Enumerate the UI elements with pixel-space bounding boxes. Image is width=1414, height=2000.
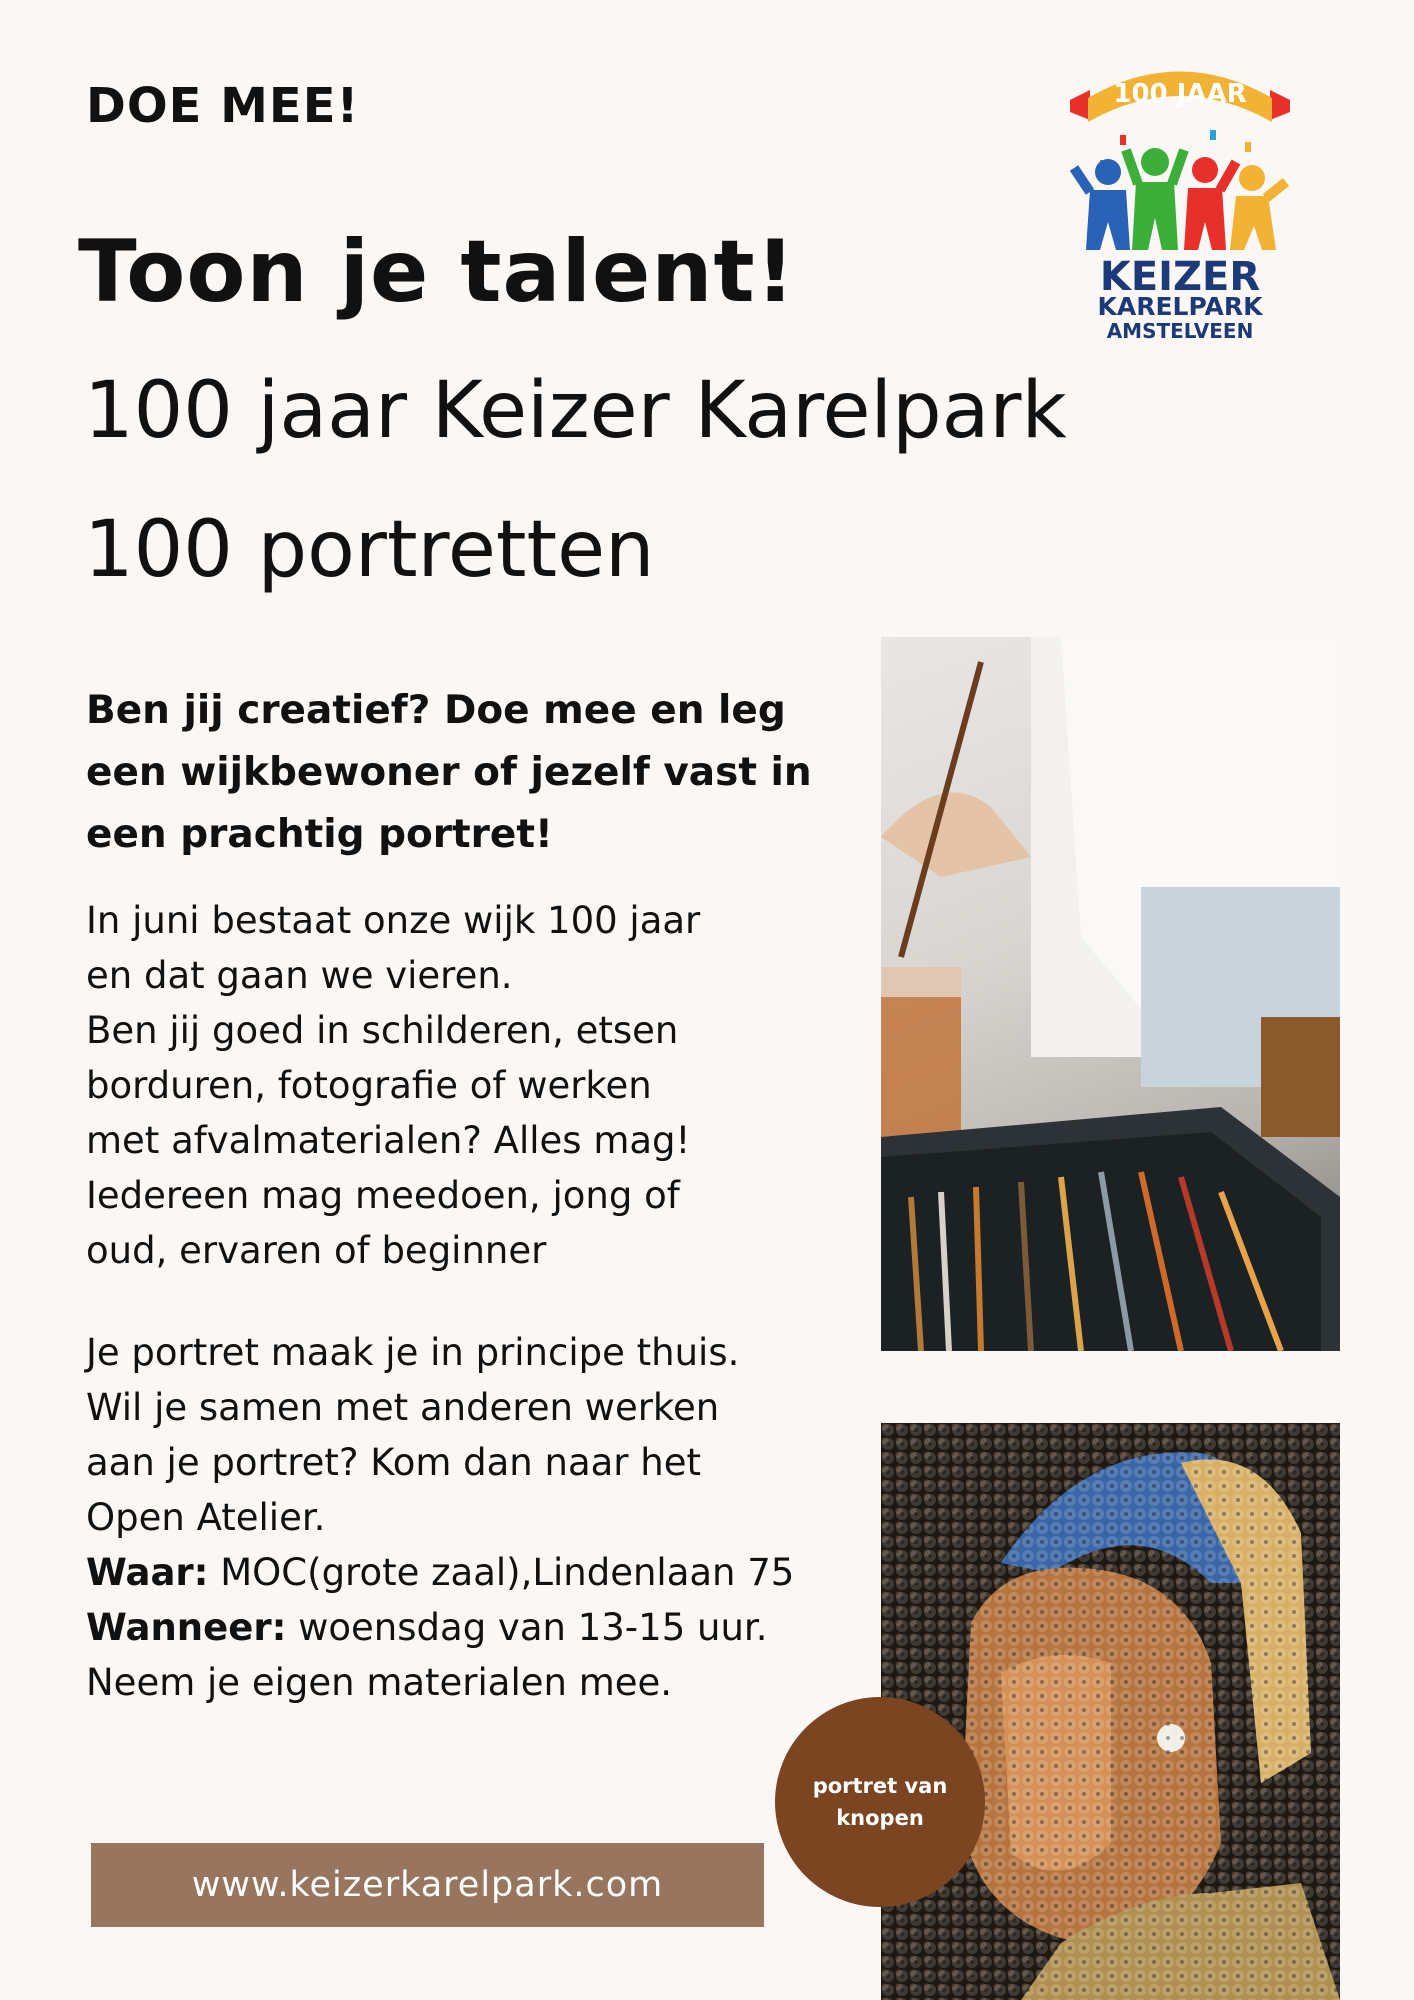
intro-paragraph	[86, 893, 886, 1278]
details-line: Open Atelier.	[86, 1496, 326, 1539]
logo-banner-text: 100 JAAR	[1113, 79, 1247, 109]
details-line: aan je portret? Kom dan naar het	[86, 1441, 701, 1484]
when-value: woensdag van 13-15 uur.	[298, 1606, 768, 1649]
where-label: Waar:	[86, 1551, 209, 1594]
details-paragraph	[86, 1325, 886, 1710]
subtitle-portraits: 100 portretten	[84, 505, 655, 595]
portrait-caption-badge	[775, 1697, 985, 1907]
badge-text: portret van knopen	[812, 1774, 948, 1830]
intro-line: In juni bestaat onze wijk 100 jaar	[86, 899, 701, 942]
lead-text: Ben jij creatief? Doe mee en leg een wijkbewoner of jezelf vast in een prachtig portret!	[86, 688, 812, 857]
page-title: Toon je talent!	[78, 222, 796, 322]
logo-text-amstelveen: AMSTELVEEN	[1106, 319, 1254, 343]
intro-line: en dat gaan we vieren.	[86, 954, 513, 997]
painter-photo	[881, 637, 1340, 1351]
when-label: Wanneer:	[86, 1606, 287, 1649]
intro-line: Ben jij goed in schilderen, etsen	[86, 1009, 679, 1052]
when-line	[86, 1600, 886, 1655]
website-link[interactable]: www.keizerkarelpark.com	[91, 1843, 764, 1927]
intro-line: met afvalmaterialen? Alles mag!	[86, 1119, 691, 1162]
intro-line: borduren, fotografie of werken	[86, 1064, 652, 1107]
button-portrait-photo	[881, 1423, 1340, 2000]
subtitle-anniversary: 100 jaar Keizer Karelpark	[84, 366, 1067, 456]
where-line	[86, 1545, 886, 1600]
details-line: Wil je samen met anderen werken	[86, 1386, 720, 1429]
logo-text-keizer: KEIZER	[1099, 254, 1261, 300]
where-value: MOC(grote zaal),Lindenlaan 75	[220, 1551, 795, 1594]
details-line: Je portret maak je in principe thuis.	[86, 1331, 740, 1374]
bring-line: Neem je eigen materialen mee.	[86, 1661, 673, 1704]
kicker-heading: DOE MEE!	[86, 78, 360, 134]
intro-line: oud, ervaren of beginner	[86, 1229, 547, 1272]
people-figures-icon	[1074, 148, 1286, 250]
keizer-karelpark-logo	[1060, 50, 1300, 350]
logo-text-karelpark: KARELPARK	[1097, 292, 1263, 321]
intro-line: Iedereen mag meedoen, jong of	[86, 1174, 680, 1217]
